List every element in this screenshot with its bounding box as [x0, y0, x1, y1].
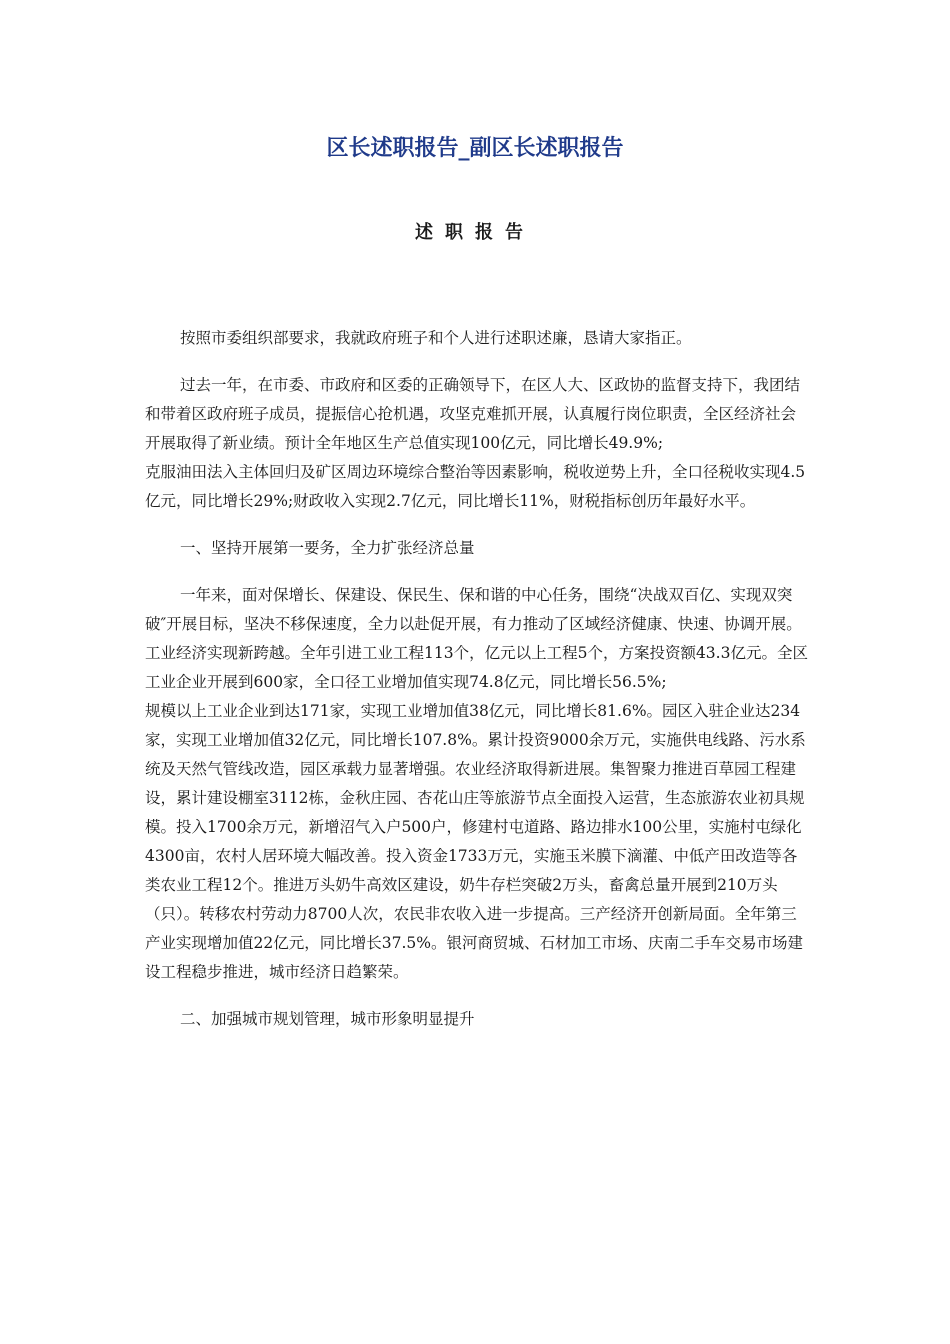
paragraph-overview: 过去一年，在市委、市政府和区委的正确领导下，在区人大、区政协的监督支持下，我团结和带着区政府班子成员，提振信心抢机遇，攻坚克难抓开展，认真履行岗位职责，全区经济社会开展取得了新业绩。预计全年地区生产总值实现100亿元，同比增长49.9%; — [145, 376, 801, 452]
document-body — [145, 324, 809, 1034]
section-heading-2: 二、加强城市规划管理，城市形象明显提升 — [180, 1010, 475, 1028]
document-subtitle: 述职报告 — [415, 222, 535, 243]
paragraph-industry: 规模以上工业企业到达171家，实现工业增加值38亿元，同比增长81.6%。园区入驻企业达234家，实现工业增加值32亿元，同比增长107.8%。累计投资9000余万元，实施供电线路、污水系统及天然气管线改造，园区承载力显著增强。农业经济取得新进展。集智聚力推进百草园工程建设，累计建设棚室3112栋，金秋庄园、杏花山庄等旅游节点全面投入运营，生态旅游农业初具规模。投入1700余万元，新增沼气入户500户，修建村屯道路、路边排水100公里，实施村屯绿化4300亩，农村人居环境大幅改善。投入资金1733万元，实施玉米膜下滴灌、中低产田改造等各类农业工程12个。推进万头奶牛高效区建设，奶牛存栏突破2万头，畜禽总量开展到210万头（只）。转移农村劳动力8700人次，农民非农收入进一步提高。三产经济开创新局面。全年第三产业实现增加值22亿元，同比增长37.5%。银河商贸城、石材加工市场、庆南二手车交易市场建设工程稳步推进，城市经济日趋繁荣。 — [145, 702, 806, 981]
paragraph-tax: 克服油田法入主体回归及矿区周边环境综合整治等因素影响，税收逆势上升，全口径税收实现4.5亿元，同比增长29%;财政收入实现2.7亿元，同比增长11%，财税指标创历年最好水平。 — [145, 463, 806, 510]
paragraph-intro: 按照市委组织部要求，我就政府班子和个人进行述职述廉，恳请大家指正。 — [180, 329, 692, 347]
document-title: 区长述职报告_副区长述职报告 — [326, 136, 624, 161]
section-heading-1: 一、坚持开展第一要务，全力扩张经济总量 — [180, 539, 475, 557]
paragraph-economy: 一年来，面对保增长、保建设、保民生、保和谐的中心任务，围绕“决战双百亿、实现双突破″开展目标，坚决不移保速度，全力以赴促开展，有力推动了区域经济健康、快速、协调开展。工业经济实现新跨越。全年引进工业工程113个，亿元以上工程5个，方案投资额43.3亿元。全区工业企业开展到600家，全口径工业增加值实现74.8亿元，同比增长56.5%; — [145, 586, 808, 691]
